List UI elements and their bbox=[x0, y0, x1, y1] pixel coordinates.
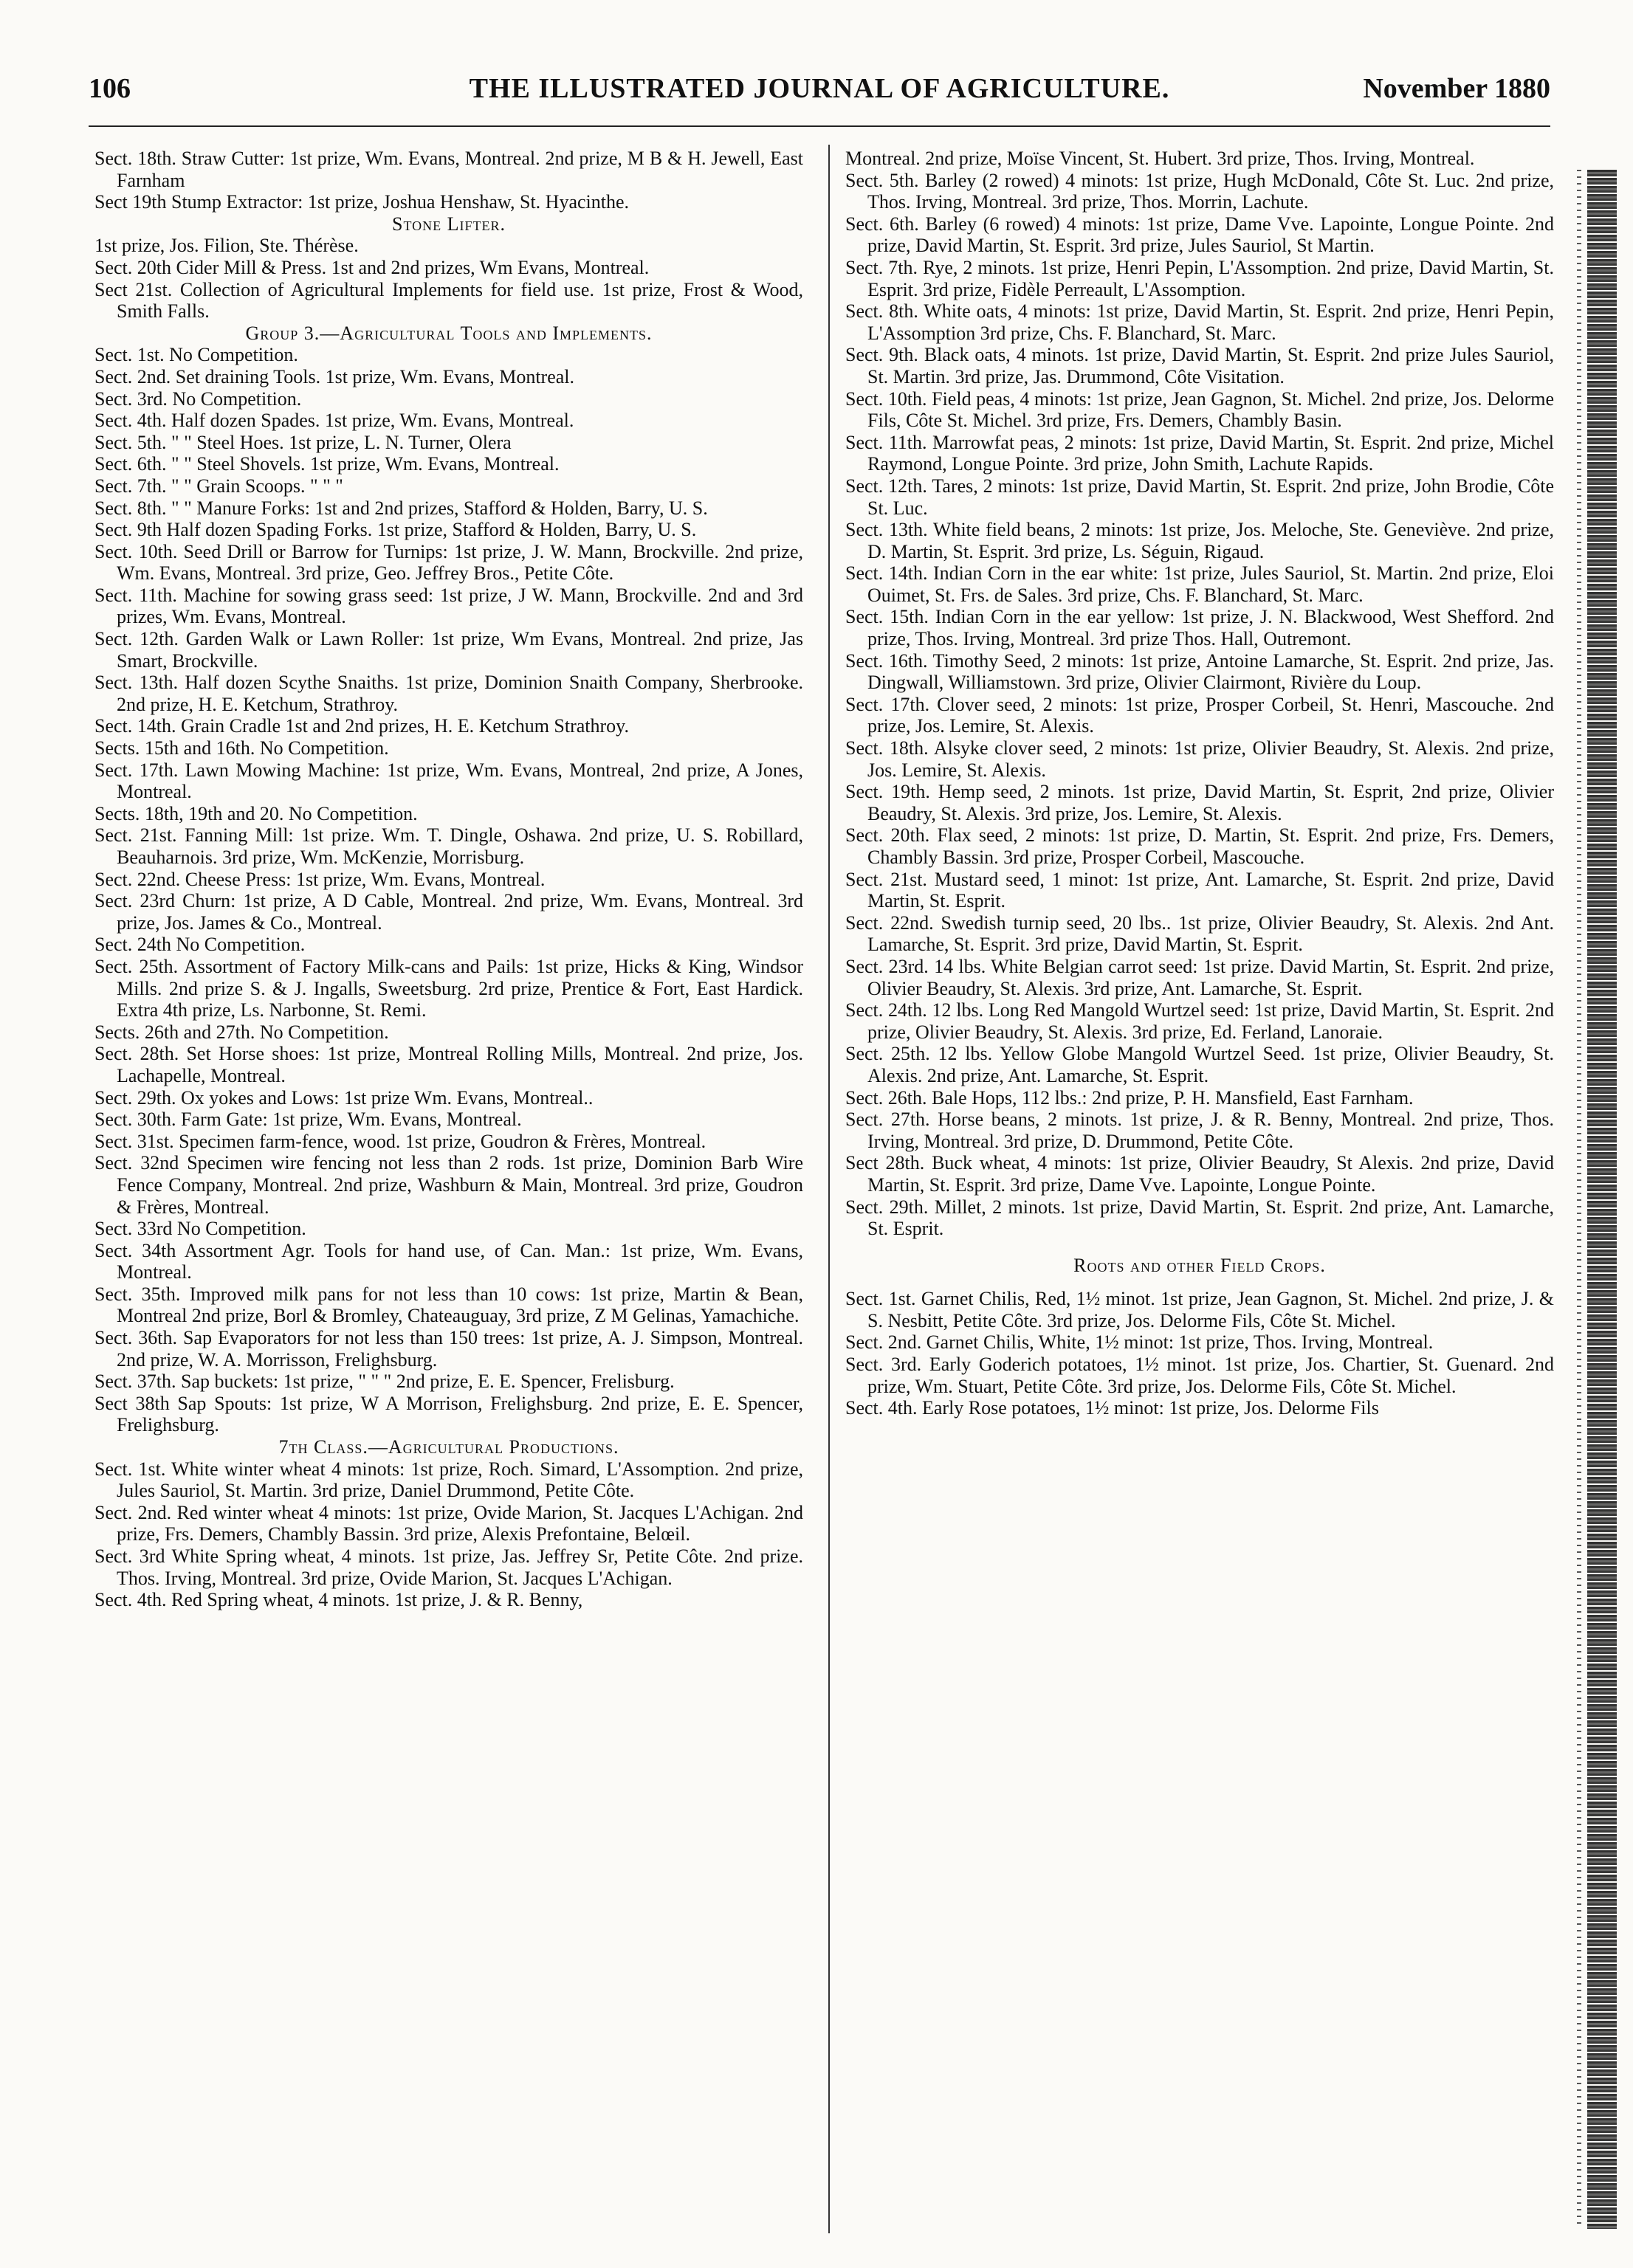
prize-entry: Sect. 32nd Specimen wire fencing not less than 2 rods. 1st prize, Dominion Barb Wire Fence Company, Montreal. 2nd prize, Washburn & Main, Montreal. 3rd prize, Goudron & Frères, Montreal. bbox=[94, 1152, 803, 1218]
prize-entry: Sect. 20th Cider Mill & Press. 1st and 2nd prizes, Wm Evans, Montreal. bbox=[94, 256, 650, 278]
prize-entry: Sect. 1st. No Competition. bbox=[94, 344, 298, 366]
prize-entry: Sects. 15th and 16th. No Competition. bbox=[94, 737, 389, 759]
prize-entry: Sect. 11th. Marrowfat peas, 2 minots: 1st prize, David Martin, St. Esprit. 2nd prize, Michel Raymond, Longue Pointe. 3rd prize, John Smith, Lachute Rapids. bbox=[845, 431, 1554, 475]
prize-entry: Sect. 10th. Field peas, 4 minots: 1st prize, Jean Gagnon, St. Michel. 2nd prize, Jos. Delorme Fils, Côte St. Michel. 3rd prize, Frs. Demers, Chambly Basin. bbox=[845, 387, 1554, 432]
page-header bbox=[89, 72, 1550, 117]
prize-entry: Sect. 27th. Horse beans, 2 minots. 1st prize, J. & R. Benny, Montreal. 2nd prize, Thos. Irving, Montreal. 3rd prize, D. Drummond, Petite Côte. bbox=[845, 1109, 1554, 1152]
prize-entry: Sect. 23rd Churn: 1st prize, A D Cable, Montreal. 2nd prize, Wm. Evans, Montreal. 3rd prize, Jos. James & Co., Montreal. bbox=[94, 890, 803, 934]
prize-entry: Sect. 6th. Barley (6 rowed) 4 minots: 1st prize, Dame Vve. Lapointe, Longue Pointe. 2nd prize, David Martin, St. Esprit. 3rd prize, Jules Sauriol, St Martin. bbox=[845, 213, 1554, 257]
prize-entry: Sect. 25th. Assortment of Factory Milk-cans and Pails: 1st prize, Hicks & King, Windsor Mills. 2nd prize S. & J. Ingalls, Sweetsburg. 2rd prize, Prentice & Fort, East Hardick. Extra 4th prize, Ls. Narbonne, St. Remi. bbox=[94, 955, 803, 1021]
prize-entry: Sect. 37th. Sap buckets: 1st prize, " " " 2nd prize, E. E. Spencer, Frelisburg. bbox=[94, 1371, 675, 1393]
prize-entry: Sect. 21st. Fanning Mill: 1st prize. Wm. T. Dingle, Oshawa. 2nd prize, U. S. Robillard, Beauharnois. 3rd prize, Wm. McKenzie, Morrisburg. bbox=[94, 824, 803, 868]
prize-entry: Sect. 3rd. No Competition. bbox=[94, 387, 302, 410]
prize-entry: Sect. 17th. Lawn Mowing Machine: 1st prize, Wm. Evans, Montreal, 2nd prize, A Jones, Montreal. bbox=[94, 759, 803, 803]
prize-entry: Sect. 7th. Rye, 2 minots. 1st prize, Henri Pepin, L'Assomption. 2nd prize, David Martin, St. Esprit. 3rd prize, Fidèle Perreault, L'Assomption. bbox=[845, 256, 1554, 300]
prize-entry: Sects. 26th and 27th. No Competition. bbox=[94, 1021, 389, 1043]
prize-entry: Montreal. 2nd prize, Moïse Vincent, St. Hubert. 3rd prize, Thos. Irving, Montreal. bbox=[845, 148, 1475, 169]
prize-entry: Sect. 29th. Ox yokes and Lows: 1st prize Wm. Evans, Montreal.. bbox=[94, 1086, 594, 1109]
journal-title: THE ILLUSTRATED JOURNAL OF AGRICULTURE. bbox=[469, 73, 1170, 104]
prize-entry: Sect. 16th. Timothy Seed, 2 minots: 1st prize, Antoine Lamarche, St. Esprit. 2nd prize, Jas. Dingwall, Williamstown. 3rd prize, Olivier Clairmont, Rivière du Loup. bbox=[845, 649, 1554, 694]
prize-entry: Sect. 4th. Half dozen Spades. 1st prize, Wm. Evans, Montreal. bbox=[94, 410, 574, 432]
column-divider bbox=[828, 145, 830, 2233]
prize-entry: Sect. 22nd. Cheese Press: 1st prize, Wm. Evans, Montreal. bbox=[94, 868, 546, 890]
prize-entry: Sect. 3rd White Spring wheat, 4 minots. 1st prize, Jas. Jeffrey Sr, Petite Côte. 2nd prize. Thos. Irving, Montreal. 3rd prize, Ovide Marion, St. Jacques L'Achigan. bbox=[94, 1545, 803, 1589]
prize-entry: Sect. 15th. Indian Corn in the ear yellow: 1st prize, J. N. Blackwood, West Shefford. 2nd prize, Thos. Irving, Montreal. 3rd prize Thos. Hall, Outremont. bbox=[845, 606, 1554, 650]
prize-entry: Sect. 17th. Clover seed, 2 minots: 1st prize, Prosper Corbeil, St. Henri, Mascouche. 2nd prize, Jos. Lemire, St. Alexis. bbox=[845, 693, 1554, 737]
prize-entry: Sect. 7th. " " Grain Scoops. " " " bbox=[94, 475, 343, 497]
prize-entry: Sect. 14th. Indian Corn in the ear white: 1st prize, Jules Sauriol, St. Martin. 2nd prize, Eloi Ouimet, St. Frs. de Sales. 3rd prize, Chs. F. Blanchard, St. Marc. bbox=[845, 562, 1554, 606]
prize-entry: Sect. 22nd. Swedish turnip seed, 20 lbs.. 1st prize, Olivier Beaudry, St. Alexis. 2nd Ant. Lamarche, St. Esprit. 3rd prize, David Martin, St. Esprit. bbox=[845, 911, 1554, 956]
prize-entry: Sect. 5th. " " Steel Hoes. 1st prize, L. N. Turner, Olera bbox=[94, 431, 512, 453]
prize-entry: Sects. 18th, 19th and 20. No Competition. bbox=[94, 802, 418, 824]
prize-entry: Sect. 19th. Hemp seed, 2 minots. 1st prize, David Martin, St. Esprit, 2nd prize, Olivier Beaudry, St. Alexis. 3rd prize, Jos. Lemire, St. Alexis. bbox=[845, 781, 1554, 824]
issue-date: November 1880 bbox=[1363, 73, 1550, 104]
prize-entry: Sect. 2nd. Garnet Chilis, White, 1½ minot: 1st prize, Thos. Irving, Montreal. bbox=[845, 1331, 1434, 1354]
prize-entry: Sect. 28th. Set Horse shoes: 1st prize, Montreal Rolling Mills, Montreal. 2nd prize, Jos. Lachapelle, Montreal. bbox=[94, 1043, 803, 1086]
prize-entry: 1st prize, Jos. Filion, Ste. Thérèse. bbox=[94, 235, 359, 257]
prize-entry: Sect. 13th. White field beans, 2 minots: 1st prize, Jos. Meloche, Ste. Geneviève. 2nd prize, D. Martin, St. Esprit. 3rd prize, Ls. Séguin, Rigaud. bbox=[845, 519, 1554, 562]
prize-entry: Sect. 24th No Competition. bbox=[94, 934, 306, 956]
prize-entry: Sect. 9th Half dozen Spading Forks. 1st prize, Stafford & Holden, Barry, U. S. bbox=[94, 519, 697, 541]
prize-entry: Sect. 23rd. 14 lbs. White Belgian carrot seed: 1st prize. David Martin, St. Esprit. 2nd prize, Olivier Beaudry, St. Alexis. 3rd prize, Ant. Lamarche, St. Esprit. bbox=[845, 955, 1554, 999]
header-rule bbox=[89, 125, 1550, 127]
section-heading: Stone Lifter. bbox=[391, 213, 506, 235]
prize-entry: Sect. 13th. Half dozen Scythe Snaiths. 1st prize, Dominion Snaith Company, Sherbrooke. 2nd prize, H. E. Ketchum, Strathroy. bbox=[94, 672, 803, 715]
prize-entry: Sect. 1st. Garnet Chilis, Red, 1½ minot. 1st prize, Jean Gagnon, St. Michel. 2nd prize, J. & S. Nesbitt, Petite Côte. 3rd prize, Jos. Delorme Fils, Côte St. Michel. bbox=[845, 1288, 1554, 1331]
prize-entry: Sect. 25th. 12 lbs. Yellow Globe Mangold Wurtzel Seed. 1st prize, Olivier Beaudry, St. Alexis. 2nd prize, Ant. Lamarche, St. Esprit. bbox=[845, 1043, 1554, 1086]
prize-entry: Sect. 11th. Machine for sowing grass seed: 1st prize, J W. Mann, Brockville. 2nd and 3rd prizes, Wm. Evans, Montreal. bbox=[94, 584, 803, 628]
prize-entry: Sect. 8th. White oats, 4 minots: 1st prize, David Martin, St. Esprit. 2nd prize, Henri Pepin, L'Assomption 3rd prize, Chs. F. Blanchard, St. Marc. bbox=[845, 300, 1554, 344]
prize-entry: Sect. 9th. Black oats, 4 minots. 1st prize, David Martin, St. Esprit. 2nd prize Jules Sauriol, St. Martin. 3rd prize, Jas. Drummond, Côte Visitation. bbox=[845, 344, 1554, 387]
prize-entry: Sect 28th. Buck wheat, 4 minots: 1st prize, Olivier Beaudry, St Alexis. 2nd prize, David Martin, St. Esprit. 3rd prize, Dame Vve. Lapointe, Longue Pointe. bbox=[845, 1152, 1554, 1196]
prize-entry: Sect. 34th Assortment Agr. Tools for hand use, of Can. Man.: 1st prize, Wm. Evans, Montreal. bbox=[94, 1239, 803, 1283]
prize-entry: Sect. 33rd No Competition. bbox=[94, 1218, 306, 1240]
prize-entry: Sect. 29th. Millet, 2 minots. 1st prize, David Martin, St. Esprit. 2nd prize, Ant. Lamarche, St. Esprit. bbox=[845, 1196, 1554, 1240]
prize-entry: Sect 38th Sap Spouts: 1st prize, W A Morrison, Frelighsburg. 2nd prize, E. E. Spencer, Frelighsburg. bbox=[94, 1392, 803, 1436]
prize-entry: Sect. 21st. Mustard seed, 1 minot: 1st prize, Ant. Lamarche, St. Esprit. 2nd prize, David Martin, St. Esprit. bbox=[845, 868, 1554, 912]
prize-entry: Sect. 4th. Red Spring wheat, 4 minots. 1st prize, J. & R. Benny, bbox=[94, 1589, 583, 1611]
prize-entry: Sect. 12th. Garden Walk or Lawn Roller: 1st prize, Wm Evans, Montreal. 2nd prize, Jas Smart, Brockville. bbox=[94, 628, 803, 672]
page-number: 106 bbox=[89, 73, 131, 104]
prize-entry: Sect. 26th. Bale Hops, 112 lbs.: 2nd prize, P. H. Mansfield, East Farnham. bbox=[845, 1086, 1414, 1109]
prize-entry: Sect. 5th. Barley (2 rowed) 4 minots: 1st prize, Hugh McDonald, Côte St. Luc. 2nd prize, Thos. Irving, Montreal. 3rd prize, Thos. Morrin, Lachute. bbox=[845, 169, 1554, 213]
section-heading: 7th Class.—Agricultural Productions. bbox=[278, 1436, 619, 1458]
prize-entry: Sect. 14th. Grain Cradle 1st and 2nd prizes, H. E. Ketchum Strathroy. bbox=[94, 715, 629, 737]
prize-entry: Sect. 4th. Early Rose potatoes, 1½ minot: 1st prize, Jos. Delorme Fils bbox=[845, 1397, 1379, 1419]
prize-entry: Sect. 6th. " " Steel Shovels. 1st prize, Wm. Evans, Montreal. bbox=[94, 453, 560, 475]
prize-entry: Sect. 36th. Sap Evaporators for not less than 150 trees: 1st prize, A. J. Simpson, Montreal. 2nd prize, W. A. Morrisson, Frelighsburg. bbox=[94, 1327, 803, 1371]
prize-entry: Sect. 30th. Farm Gate: 1st prize, Wm. Evans, Montreal. bbox=[94, 1109, 522, 1131]
prize-entry: Sect. 20th. Flax seed, 2 minots: 1st prize, D. Martin, St. Esprit. 2nd prize, Frs. Demers, Chambly Bassin. 3rd prize, Prosper Corbeil, Mascouche. bbox=[845, 824, 1554, 868]
right-column bbox=[845, 148, 1554, 2229]
prize-entry: Sect. 10th. Seed Drill or Barrow for Turnips: 1st prize, J. W. Mann, Brockville. 2nd prize, Wm. Evans, Montreal. 3rd prize, Geo. Jeffrey Bros., Petite Côte. bbox=[94, 540, 803, 585]
prize-entry: Sect. 1st. White winter wheat 4 minots: 1st prize, Roch. Simard, L'Assomption. 2nd prize, Jules Sauriol, St. Martin. 3rd prize, Daniel Drummond, Petite Côte. bbox=[94, 1458, 803, 1502]
prize-entry: Sect 19th Stump Extractor: 1st prize, Joshua Henshaw, St. Hyacinthe. bbox=[94, 191, 630, 213]
prize-entry: Sect. 18th. Straw Cutter: 1st prize, Wm. Evans, Montreal. 2nd prize, M B & H. Jewell, East Farnham bbox=[94, 148, 803, 191]
prize-entry: Sect. 35th. Improved milk pans for not less than 10 cows: 1st prize, Martin & Bean, Montreal 2nd prize, Borl & Bromley, Chateauguay, 3rd prize, Z M Gelinas, Yamachiche. bbox=[94, 1283, 803, 1327]
prize-entry: Sect. 8th. " " Manure Forks: 1st and 2nd prizes, Stafford & Holden, Barry, U. S. bbox=[94, 497, 708, 519]
scanned-page-edge bbox=[1587, 170, 1617, 2229]
prize-entry: Sect 21st. Collection of Agricultural Implements for field use. 1st prize, Frost & Wood, Smith Falls. bbox=[94, 278, 803, 323]
prize-entry: Sect. 24th. 12 lbs. Long Red Mangold Wurtzel seed: 1st prize, David Martin, St. Esprit. 2nd prize, Olivier Beaudry, St. Alexis. 3rd prize, Ed. Ferland, Lanoraie. bbox=[845, 999, 1554, 1043]
left-column bbox=[94, 148, 803, 2229]
prize-entry: Sect. 2nd. Red winter wheat 4 minots: 1st prize, Ovide Marion, St. Jacques L'Achigan. 2nd prize, Frs. Demers, Chambly Bassin. 3rd prize, Alexis Prefontaine, Belœil. bbox=[94, 1501, 803, 1545]
prize-entry: Sect. 2nd. Set draining Tools. 1st prize, Wm. Evans, Montreal. bbox=[94, 365, 575, 387]
prize-entry: Sect. 12th. Tares, 2 minots: 1st prize, David Martin, St. Esprit. 2nd prize, John Brodie, Côte St. Luc. bbox=[845, 475, 1554, 519]
section-heading: Group 3.—Agricultural Tools and Implements. bbox=[245, 322, 653, 344]
section-heading: Roots and other Field Crops. bbox=[1073, 1254, 1326, 1276]
prize-entry: Sect. 31st. Specimen farm-fence, wood. 1st prize, Goudron & Frères, Montreal. bbox=[94, 1130, 707, 1152]
prize-entry: Sect. 18th. Alsyke clover seed, 2 minots: 1st prize, Olivier Beaudry, St. Alexis. 2nd prize, Jos. Lemire, St. Alexis. bbox=[845, 737, 1554, 781]
prize-entry: Sect. 3rd. Early Goderich potatoes, 1½ minot. 1st prize, Jos. Chartier, St. Guenard. 2nd prize, Wm. Stuart, Petite Côte. 3rd prize, Jos. Delorme Fils, Côte St. Michel. bbox=[845, 1354, 1554, 1397]
